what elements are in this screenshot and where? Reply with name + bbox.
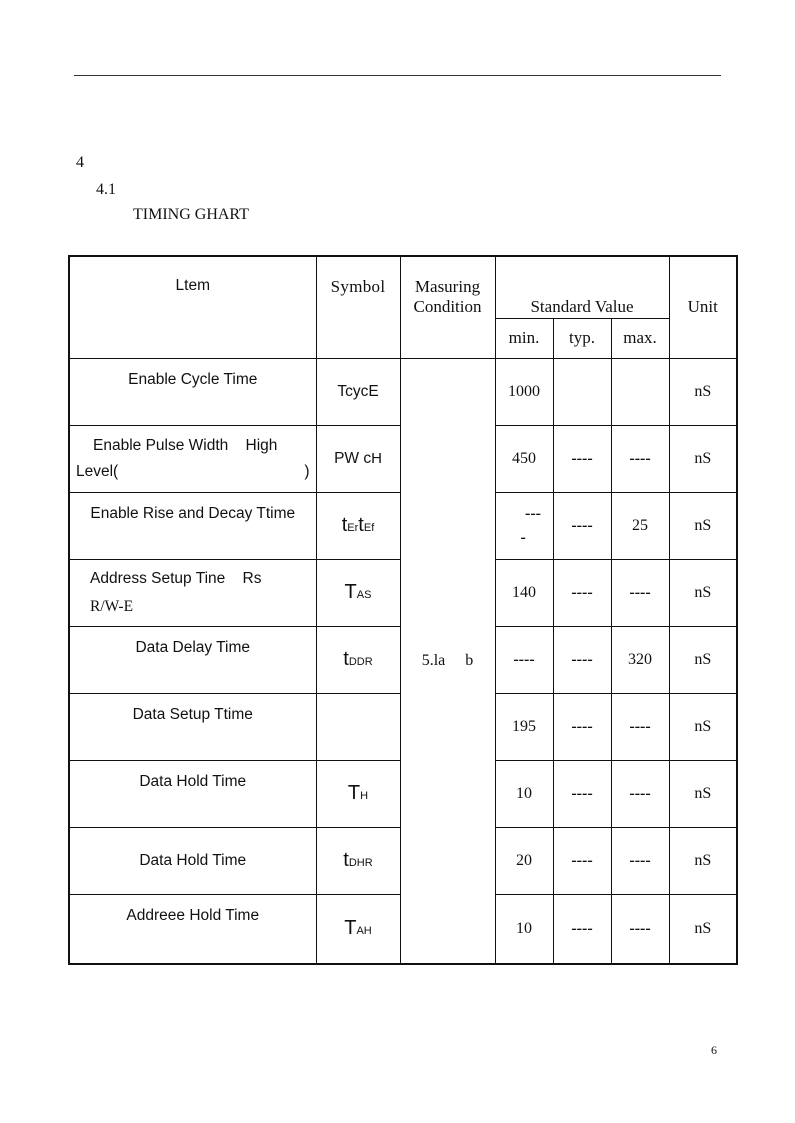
typ-cell: [553, 358, 611, 425]
header-row-1: [69, 256, 737, 318]
max-cell: ----: [611, 559, 669, 626]
item-line-2-right: ): [304, 462, 310, 480]
typ-cell: ----: [553, 827, 611, 894]
symbol-cell: [316, 693, 400, 760]
unit-cell: nS: [669, 760, 737, 827]
unit-cell: nS: [669, 894, 737, 964]
symbol-cell: TcycE: [316, 358, 400, 425]
typ-cell: ----: [553, 626, 611, 693]
item-line-1: Address Setup Tine Rs: [90, 569, 262, 587]
header-min: min.: [495, 318, 553, 358]
item-cell: Data Hold Time: [69, 827, 316, 894]
max-cell: [611, 358, 669, 425]
item-line-2-left: Level(: [76, 462, 119, 480]
min-cell: 1000: [495, 358, 553, 425]
max-cell: 25: [611, 492, 669, 559]
symbol-main: PW c: [334, 449, 372, 467]
min-cell: ----: [495, 626, 553, 693]
item-line-2: R/W-E: [90, 597, 134, 615]
unit-cell: nS: [669, 425, 737, 492]
symbol-cell: [316, 559, 400, 626]
subsection-number: 4.1: [96, 181, 116, 198]
max-cell: ----: [611, 760, 669, 827]
typ-cell: ----: [553, 425, 611, 492]
unit-cell: nS: [669, 559, 737, 626]
item-cell: Data Setup Ttime: [69, 693, 316, 760]
symbol-main: t: [343, 648, 349, 670]
unit-cell: nS: [669, 358, 737, 425]
max-cell: ----: [611, 894, 669, 964]
min-cell: [495, 492, 553, 559]
typ-cell: ----: [553, 894, 611, 964]
header-condition: [400, 256, 495, 358]
item-cell: Enable Rise and Decay Ttime: [69, 492, 316, 559]
item-cell: Data Delay Time: [69, 626, 316, 693]
min-cell: 140: [495, 559, 553, 626]
top-rule: [74, 75, 721, 76]
symbol-main: T: [344, 917, 357, 940]
symbol-sub: H: [360, 790, 369, 802]
symbol-sub: DHR: [348, 857, 373, 869]
typ-cell: ----: [553, 760, 611, 827]
item-cell: [69, 425, 316, 492]
symbol-main: t: [343, 849, 349, 871]
symbol-sub: DDR: [348, 656, 373, 668]
symbol-main-2: t: [358, 514, 364, 536]
symbol-cell: [316, 425, 400, 492]
symbol-main: t: [341, 514, 348, 536]
item-cell: Enable Cycle Time: [69, 358, 316, 425]
typ-cell: ----: [553, 559, 611, 626]
min-cell: 20: [495, 827, 553, 894]
min-cell: 10: [495, 760, 553, 827]
page-number: 6: [711, 1043, 717, 1057]
header-max: max.: [611, 318, 669, 358]
max-cell: ----: [611, 425, 669, 492]
symbol-sub: AS: [356, 589, 372, 601]
unit-cell: nS: [669, 626, 737, 693]
header-condition-line2: Condition: [413, 297, 482, 317]
max-cell: ----: [611, 693, 669, 760]
section-number: 4: [76, 154, 84, 171]
condition-cell: 5.la b: [400, 358, 495, 964]
min-line-1: ---: [525, 504, 541, 522]
symbol-sub: H: [371, 449, 382, 467]
symbol-cell: [316, 894, 400, 964]
typ-cell: ----: [553, 693, 611, 760]
header-unit: Unit: [669, 256, 737, 358]
unit-cell: nS: [669, 492, 737, 559]
header-symbol: Symbol: [316, 256, 400, 358]
symbol-sub-2: Ef: [363, 522, 375, 534]
header-condition-line1: Masuring: [414, 277, 481, 296]
item-cell: [69, 559, 316, 626]
header-item: Ltem: [69, 256, 316, 358]
max-cell: ----: [611, 827, 669, 894]
min-cell: 450: [495, 425, 553, 492]
symbol-main: T: [344, 581, 357, 603]
item-cell: Addreee Hold Time: [69, 894, 316, 964]
symbol-cell: [316, 626, 400, 693]
symbol-main: T: [347, 782, 361, 804]
unit-cell: nS: [669, 827, 737, 894]
header-typ: typ.: [553, 318, 611, 358]
section-title: TIMING GHART: [133, 206, 249, 223]
symbol-cell: [316, 492, 400, 559]
symbol-sub: Er: [347, 522, 359, 534]
symbol-cell: [316, 760, 400, 827]
table-row: [69, 358, 737, 425]
item-cell: Data Hold Time: [69, 760, 316, 827]
symbol-cell: [316, 827, 400, 894]
min-cell: 195: [495, 693, 553, 760]
item-line-2: [76, 459, 310, 485]
typ-cell: ----: [553, 492, 611, 559]
item-line-1: Enable Pulse Width High: [93, 436, 278, 454]
timing-table: [68, 255, 738, 965]
header-standard-value: Standard Value: [495, 256, 669, 318]
max-cell: 320: [611, 626, 669, 693]
symbol-sub: AH: [356, 925, 372, 938]
unit-cell: nS: [669, 693, 737, 760]
min-line-2: -: [520, 528, 526, 546]
min-cell: 10: [495, 894, 553, 964]
